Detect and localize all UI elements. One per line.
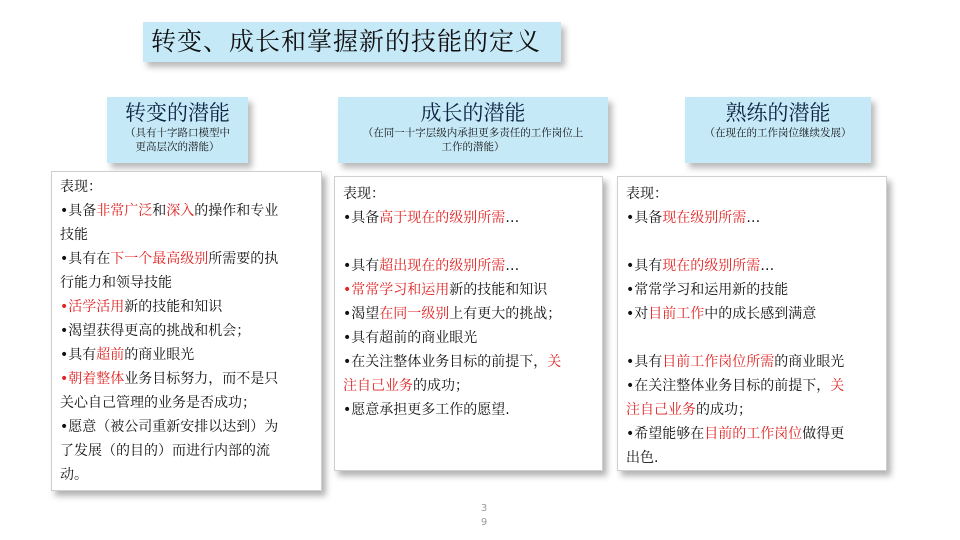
header-subtitle-line: （在同一十字层级内承担更多责任的工作岗位上 (362, 127, 584, 139)
body-text: •对 (626, 306, 649, 322)
content-line (626, 206, 880, 230)
body-text: 行能力和领导技能 (60, 275, 172, 291)
content-line (60, 463, 315, 487)
content-line (626, 374, 880, 398)
header-proficiency (685, 97, 871, 163)
body-text: 技能 (60, 227, 88, 243)
body-text: •渴望获得更高的挑战和机会； (60, 323, 251, 339)
content-line (626, 302, 880, 326)
header-subtitle-line: （具有十字路口模型中 (125, 127, 230, 139)
highlight-text: 在同一级别 (379, 306, 450, 322)
header-transformation (107, 97, 248, 163)
body-text: 上有更大的挑战； (449, 306, 562, 322)
content-line (343, 254, 596, 278)
content-line (60, 439, 315, 463)
body-text: 关心自己管理的业务是否成功； (60, 395, 256, 411)
body-text: •具备 (60, 203, 97, 219)
content-line (60, 199, 315, 223)
content-line (626, 350, 880, 374)
header-title: 熟练的潜能 (725, 101, 831, 125)
content-line (626, 182, 880, 206)
page-number-digit: 9 (480, 517, 488, 528)
body-text: •希望能够在 (626, 426, 705, 442)
content-line (343, 326, 596, 350)
content-line (626, 278, 880, 302)
body-text: 了发展（的目的）而进行内部的流 (60, 443, 270, 459)
body-text: •具有超前的商业眼光 (343, 330, 478, 346)
content-line (343, 182, 596, 206)
body-text: 的商业眼光 (124, 347, 195, 363)
content-line (60, 271, 315, 295)
highlight-text: 朝着整体 (68, 371, 125, 387)
header-title: 成长的潜能 (420, 101, 526, 125)
body-text: 做得更 (802, 426, 845, 442)
content-box-transformation (51, 171, 322, 491)
body-text: … (505, 210, 520, 226)
content-box-proficiency (617, 176, 887, 471)
header-growth (338, 97, 608, 163)
body-text: … (746, 210, 761, 226)
content-line (343, 302, 596, 326)
highlight-text: 注自己业务 (343, 378, 413, 394)
highlight-text: 现在的级别所需 (662, 258, 761, 274)
highlight-text: 关 (547, 354, 562, 370)
highlight-text: 活学活用 (68, 299, 125, 315)
header-subtitle-line: （在现在的工作岗位继续发展） (704, 127, 852, 139)
body-text: 新的技能和知识 (124, 299, 223, 315)
highlight-text: 关 (830, 378, 845, 394)
content-box-growth (334, 176, 603, 471)
content-line (60, 247, 315, 271)
body-text: •具有 (60, 347, 97, 363)
highlight-text: 非常广泛 (96, 203, 153, 219)
content-line (343, 374, 596, 398)
body-text: •愿意承担更多工作的愿望. (343, 402, 510, 418)
body-text: •在关注整体业务目标的前提下， (343, 354, 548, 370)
body-text: •渴望 (343, 306, 380, 322)
content-line (626, 422, 880, 446)
body-text: 的商业眼光 (774, 354, 845, 370)
content-line (343, 398, 596, 422)
highlight-text: 注自己业务 (626, 402, 696, 418)
body-text: 的成功； (413, 378, 469, 394)
body-text: •具备 (626, 210, 663, 226)
body-text: 动。 (60, 467, 88, 483)
highlight-text: 下一个最高级别 (110, 251, 209, 267)
content-line (60, 415, 315, 439)
body-text: 新的技能和知识 (449, 282, 548, 298)
highlight-text: 深入 (166, 203, 195, 219)
highlight-text: • (343, 282, 352, 298)
body-text: 出色. (626, 450, 659, 466)
content-line (60, 175, 315, 199)
body-text: •具有 (626, 258, 663, 274)
body-text: 表现： (626, 186, 668, 202)
body-text: 业务目标努力，而不是只 (124, 371, 279, 387)
body-text: 表现： (60, 179, 102, 195)
body-text: •具有 (626, 354, 663, 370)
body-text: 所需要的执 (208, 251, 279, 267)
body-text: 的成功； (696, 402, 752, 418)
content-line (60, 343, 315, 367)
content-line (60, 295, 315, 319)
body-text: … (760, 258, 775, 274)
content-line (343, 230, 596, 254)
body-text: •具有在 (60, 251, 111, 267)
content-line (626, 446, 880, 470)
content-line (60, 367, 315, 391)
body-text: 中的成长感到满意 (704, 306, 817, 322)
highlight-text: 目前的工作岗位 (704, 426, 803, 442)
content-line (626, 398, 880, 422)
highlight-text: 目前工作岗位所需 (662, 354, 775, 370)
content-line (343, 278, 596, 302)
body-text: •常常学习和运用新的技能 (626, 282, 789, 298)
content-line (626, 230, 880, 254)
header-subtitle-line: 更高层次的潜能） (135, 141, 220, 153)
highlight-text: • (60, 371, 69, 387)
content-line (343, 350, 596, 374)
highlight-text: 目前工作 (648, 306, 705, 322)
content-line (626, 254, 880, 278)
slide-title: 转变、成长和掌握新的技能的定义 (143, 22, 561, 62)
body-text: … (505, 258, 520, 274)
body-text: •具有 (343, 258, 380, 274)
content-line (343, 206, 596, 230)
body-text: •在关注整体业务目标的前提下， (626, 378, 831, 394)
body-text: 和 (152, 203, 167, 219)
page-number (473, 502, 495, 530)
highlight-text: 高于现在的级别所需 (379, 210, 506, 226)
content-line (60, 223, 315, 247)
body-text: 表现： (343, 186, 385, 202)
highlight-text: • (60, 299, 69, 315)
highlight-text: 现在级别所需 (662, 210, 747, 226)
body-text: 的操作和专业 (194, 203, 279, 219)
highlight-text: 常常学习和运用 (351, 282, 450, 298)
header-subtitle-line: 工作的潜能） (441, 141, 505, 153)
content-line (60, 319, 315, 343)
content-line (60, 391, 315, 415)
highlight-text: 超出现在的级别所需 (379, 258, 506, 274)
highlight-text: 超前 (96, 347, 125, 363)
header-title: 转变的潜能 (125, 101, 230, 125)
content-line (626, 326, 880, 350)
body-text: •愿意（被公司重新安排以达到）为 (60, 419, 279, 435)
page-number-digit: 3 (480, 503, 488, 514)
body-text: •具备 (343, 210, 380, 226)
